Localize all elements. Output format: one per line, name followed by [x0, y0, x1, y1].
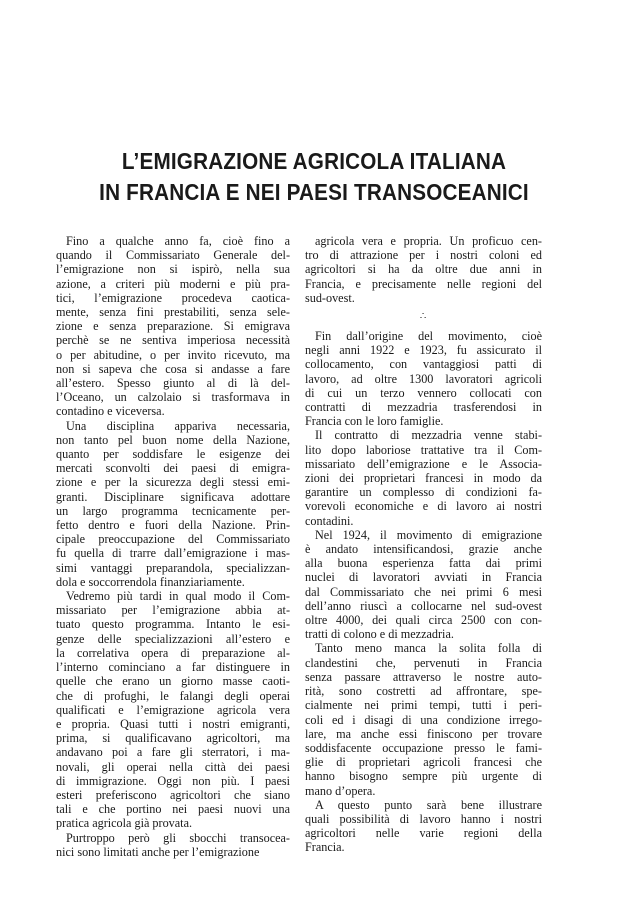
text-line: all’estero. Spesso giunto al di là del- — [56, 376, 290, 391]
text-line: Francia con le loro famiglie. — [305, 414, 444, 429]
text-line: perchè se ne sentiva imperiosa necessità — [56, 333, 290, 348]
text-line: non si sapeva che cosa si andasse a fare — [56, 361, 290, 376]
text-line: Tanto meno manca la solita folla di — [315, 641, 542, 656]
text-line: agricola vera e propria. Un proficuo cen- — [315, 234, 542, 248]
text-line: un largo programma tecnicamente per- — [56, 503, 290, 518]
text-line: l’interno cominciano a far distinguere in — [56, 660, 290, 675]
paragraph — [305, 329, 542, 428]
text-line: novali, gli operai nella città dei paesi — [56, 759, 290, 774]
text-line: Purtroppo però gli sbocchi transocea- — [66, 830, 290, 845]
text-line: Il contratto di mezzadria venne stabi- — [315, 428, 542, 443]
text-line: simi vantaggi preparandola, specializzan- — [56, 560, 290, 575]
paragraph — [56, 589, 290, 830]
text-line: mercati sconvolti dei paesi di emigra- — [56, 461, 290, 476]
text-line: missariato dell’emigrazione e le Associa- — [305, 456, 542, 471]
text-line: fu quella di trarre dall’emigrazione i mas- — [56, 546, 290, 561]
text-line: granti. Disciplinare significava adottare — [56, 489, 290, 504]
text-line: genze delle specializzazioni all’estero e — [56, 631, 290, 646]
text-line: tuato questo programma. Intanto le esi- — [56, 617, 290, 632]
section-separator: ∴ — [419, 311, 428, 323]
title-line-2: IN FRANCIA E NEI PAESI TRANSOCEANICI — [99, 179, 529, 205]
text-line: zione e per la sicurezza degli stessi emi- — [56, 475, 290, 490]
text-line: cialmente nei primi tempi, tutti i peri- — [305, 698, 542, 713]
text-line: tro di attrazione per i nostri coloni ed — [305, 248, 542, 263]
title-line-1: L’EMIGRAZIONE AGRICOLA ITALIANA — [121, 148, 507, 174]
text-line: agricoltori si ha da oltre due anni in — [305, 262, 542, 277]
text-line: A questo punto sarà bene illustrare — [315, 797, 542, 812]
text-line: lare, ma anche essi finiscono per trovare — [305, 726, 542, 741]
left-column — [56, 234, 290, 859]
right-column — [305, 234, 542, 855]
text-line: soddisfacente occupazione presso le fami- — [305, 740, 542, 755]
text-line: azione, a criteri più moderni e più pra- — [56, 276, 290, 291]
text-line: di cui un terzo vennero collocati con — [305, 385, 542, 400]
text-line: dal Commissariato che nei primi 6 mesi — [305, 584, 542, 599]
paragraph — [56, 419, 290, 589]
text-line: quelle che erano un giorno masse caoti- — [56, 674, 290, 689]
paragraph — [56, 831, 290, 859]
text-line: glie di proprietari agricoli francesi che — [305, 755, 542, 770]
text-line: Una disciplina appariva necessaria, — [66, 418, 290, 433]
text-line: lito dopo laboriose trattative tra il Com- — [305, 442, 542, 457]
text-line: andavano poi a fare gli sterratori, i ma- — [56, 745, 290, 760]
text-line: è andato intensificandosi, grazie anche — [305, 542, 542, 557]
text-line: Francia, e precisamente nelle regioni del — [305, 276, 542, 291]
text-line: mente, senza fini prestabiliti, senza sele- — [56, 305, 290, 320]
text-line: missariato per l’emigrazione abbia at- — [56, 603, 290, 618]
paragraph — [305, 234, 542, 305]
text-line: tratti di colono e di mezzadria. — [305, 627, 454, 642]
text-line: e propria. Quasi tutti i nostri emigranti, — [56, 716, 290, 731]
text-line: quanto per soddisfare le esigenze dei — [56, 447, 290, 462]
text-line: alla buona esperienza fatta dai primi — [305, 556, 542, 571]
text-line: la correlativa opera di preparazione al- — [56, 645, 290, 660]
text-line: Nel 1924, il movimento di emigrazione — [315, 527, 542, 542]
paragraph — [305, 798, 542, 855]
text-line: rità, sono costretti ad affrontare, spe- — [305, 684, 542, 699]
text-line: senza passare attraverso le nostre auto- — [305, 669, 542, 684]
paragraph — [305, 641, 542, 797]
text-line: non tanto pel buon nome della Nazione, — [56, 432, 290, 447]
text-line: nuclei di lavoratori avviati in Francia — [305, 570, 542, 585]
text-line: tici, l’emigrazione procedeva caotica- — [56, 290, 290, 305]
text-line: sud-ovest. — [305, 290, 355, 305]
text-line: Francia. — [305, 840, 345, 855]
text-line: quando il Commissariato Generale del- — [56, 248, 290, 263]
text-line: vorevoli economiche e di lavoro ai nostri — [305, 499, 542, 514]
text-line: cipale preoccupazione del Commissariato — [56, 532, 290, 547]
paragraph — [56, 234, 290, 419]
text-line: pratica agricola già provata. — [56, 816, 193, 831]
text-line: negli anni 1922 e 1923, fu assicurato il — [305, 343, 542, 358]
article-title — [67, 146, 560, 208]
text-line: hanno bisogno sempre più urgente di — [305, 769, 542, 784]
text-line: lavoro, ad oltre 1300 lavoratori agricoli — [305, 371, 542, 386]
text-line: di immigrazione. Oggi non più. I paesi — [56, 773, 290, 788]
text-line: Fin dall’origine del movimento, cioè — [315, 329, 542, 344]
text-line: fetto dentro e fuori della Nazione. Prin- — [56, 518, 290, 533]
text-line: contadino e viceversa. — [56, 404, 165, 419]
text-line: Vedremo più tardi in qual modo il Com- — [66, 589, 290, 604]
text-line: l’emigrazione non si ispirò, nella sua — [56, 262, 290, 277]
paragraph — [305, 528, 542, 642]
text-line: zioni dei proprietari francesi in modo da — [305, 471, 542, 486]
text-line: Fino a qualche anno fa, cioè fino a — [66, 234, 290, 248]
text-line: tali e che portino nei paesi nuovi una — [56, 802, 290, 817]
text-line: quali possibilità di lavoro hanno i nostri — [305, 811, 542, 826]
text-line: mano d’opera. — [305, 783, 376, 798]
text-line: qualificati e l’emigrazione agricola vera — [56, 702, 290, 717]
text-line: contadini. — [305, 513, 354, 528]
text-line: dell’anno riuscì a collocarne nel sud-ovest — [305, 598, 542, 613]
text-line: coli ed i disagi di una condizione irrego- — [305, 712, 542, 727]
text-line: dola e soccorrendola finanziariamente. — [56, 574, 245, 589]
text-line: zione e senza preparazione. Si emigrava — [56, 319, 290, 334]
text-line: nici sono limitati anche per l’emigrazione — [56, 844, 260, 859]
text-line: che di profughi, le falangi degli operai — [56, 688, 290, 703]
text-line: clandestini che, pervenuti in Francia — [305, 655, 542, 670]
text-line: o per abitudine, o per invito ricevuto, ma — [56, 347, 290, 362]
text-line: garantire un complesso di condizioni fa- — [305, 485, 542, 500]
text-line: contratti di mezzadria trasferendosi in — [305, 400, 542, 415]
text-line: esteri preferiscono agricoltori che siano — [56, 787, 290, 802]
paragraph — [305, 428, 542, 527]
text-line: oltre 4000, dei quali circa 2500 con con- — [305, 613, 542, 628]
text-line: agricoltori nelle varie regioni della — [305, 826, 542, 841]
text-line: prima, si qualificavano agricoltori, ma — [56, 731, 290, 746]
text-line: l’Oceano, un calzolaio si trasformava in — [56, 390, 290, 405]
text-line: collocamento, con vantaggiosi patti di — [305, 357, 542, 372]
